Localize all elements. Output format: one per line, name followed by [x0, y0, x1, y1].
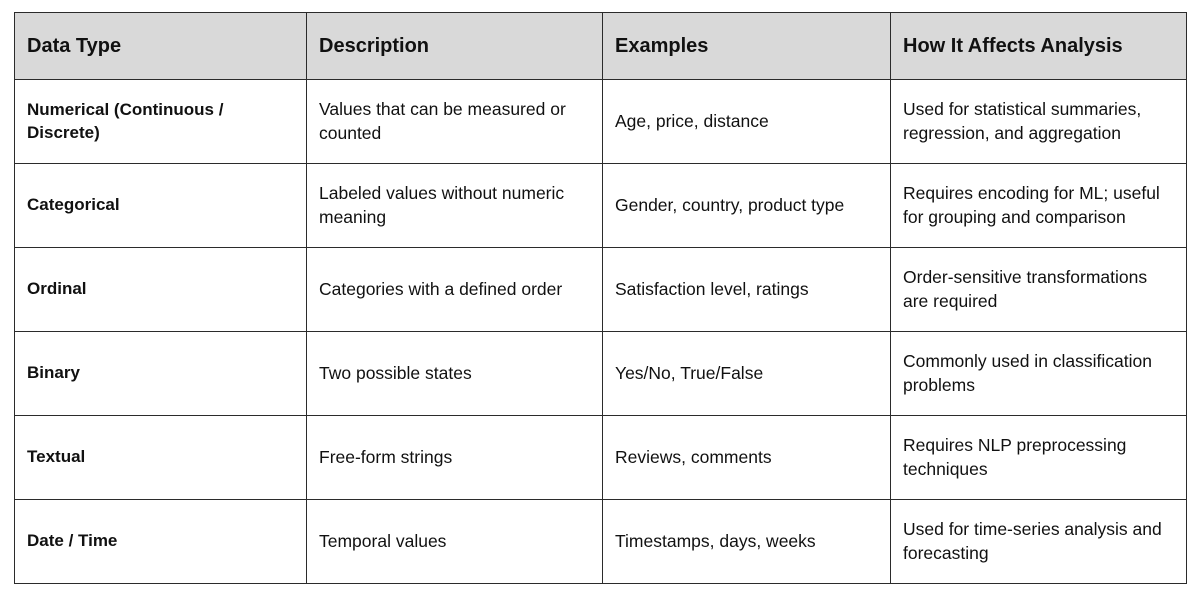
cell-affects-analysis: Used for time-series analysis and forecasting	[891, 500, 1187, 584]
cell-data-type: Date / Time	[15, 500, 307, 584]
cell-affects-analysis: Used for statistical summaries, regression, and aggregation	[891, 80, 1187, 164]
cell-examples: Gender, country, product type	[603, 164, 891, 248]
cell-data-type: Numerical (Continuous / Discrete)	[15, 80, 307, 164]
column-header-description: Description	[307, 13, 603, 80]
column-header-how-it-affects-analysis: How It Affects Analysis	[891, 13, 1187, 80]
cell-examples: Age, price, distance	[603, 80, 891, 164]
cell-description: Categories with a defined order	[307, 248, 603, 332]
cell-examples: Satisfaction level, ratings	[603, 248, 891, 332]
cell-data-type: Binary	[15, 332, 307, 416]
data-types-table	[14, 12, 1187, 584]
column-header-data-type: Data Type	[15, 13, 307, 80]
cell-examples: Timestamps, days, weeks	[603, 500, 891, 584]
cell-description: Temporal values	[307, 500, 603, 584]
cell-description: Two possible states	[307, 332, 603, 416]
cell-description: Values that can be measured or counted	[307, 80, 603, 164]
table-body	[15, 80, 1187, 584]
table-row	[15, 500, 1187, 584]
cell-examples: Reviews, comments	[603, 416, 891, 500]
cell-examples: Yes/No, True/False	[603, 332, 891, 416]
cell-description: Free-form strings	[307, 416, 603, 500]
cell-data-type: Categorical	[15, 164, 307, 248]
column-header-examples: Examples	[603, 13, 891, 80]
table-row	[15, 80, 1187, 164]
table-row	[15, 416, 1187, 500]
cell-data-type: Textual	[15, 416, 307, 500]
table-header	[15, 13, 1187, 80]
cell-affects-analysis: Requires encoding for ML; useful for grouping and comparison	[891, 164, 1187, 248]
cell-description: Labeled values without numeric meaning	[307, 164, 603, 248]
table-header-row	[15, 13, 1187, 80]
cell-affects-analysis: Commonly used in classification problems	[891, 332, 1187, 416]
table-row	[15, 248, 1187, 332]
cell-affects-analysis: Order-sensitive transformations are required	[891, 248, 1187, 332]
table-row	[15, 164, 1187, 248]
table-row	[15, 332, 1187, 416]
cell-data-type: Ordinal	[15, 248, 307, 332]
cell-affects-analysis: Requires NLP preprocessing techniques	[891, 416, 1187, 500]
